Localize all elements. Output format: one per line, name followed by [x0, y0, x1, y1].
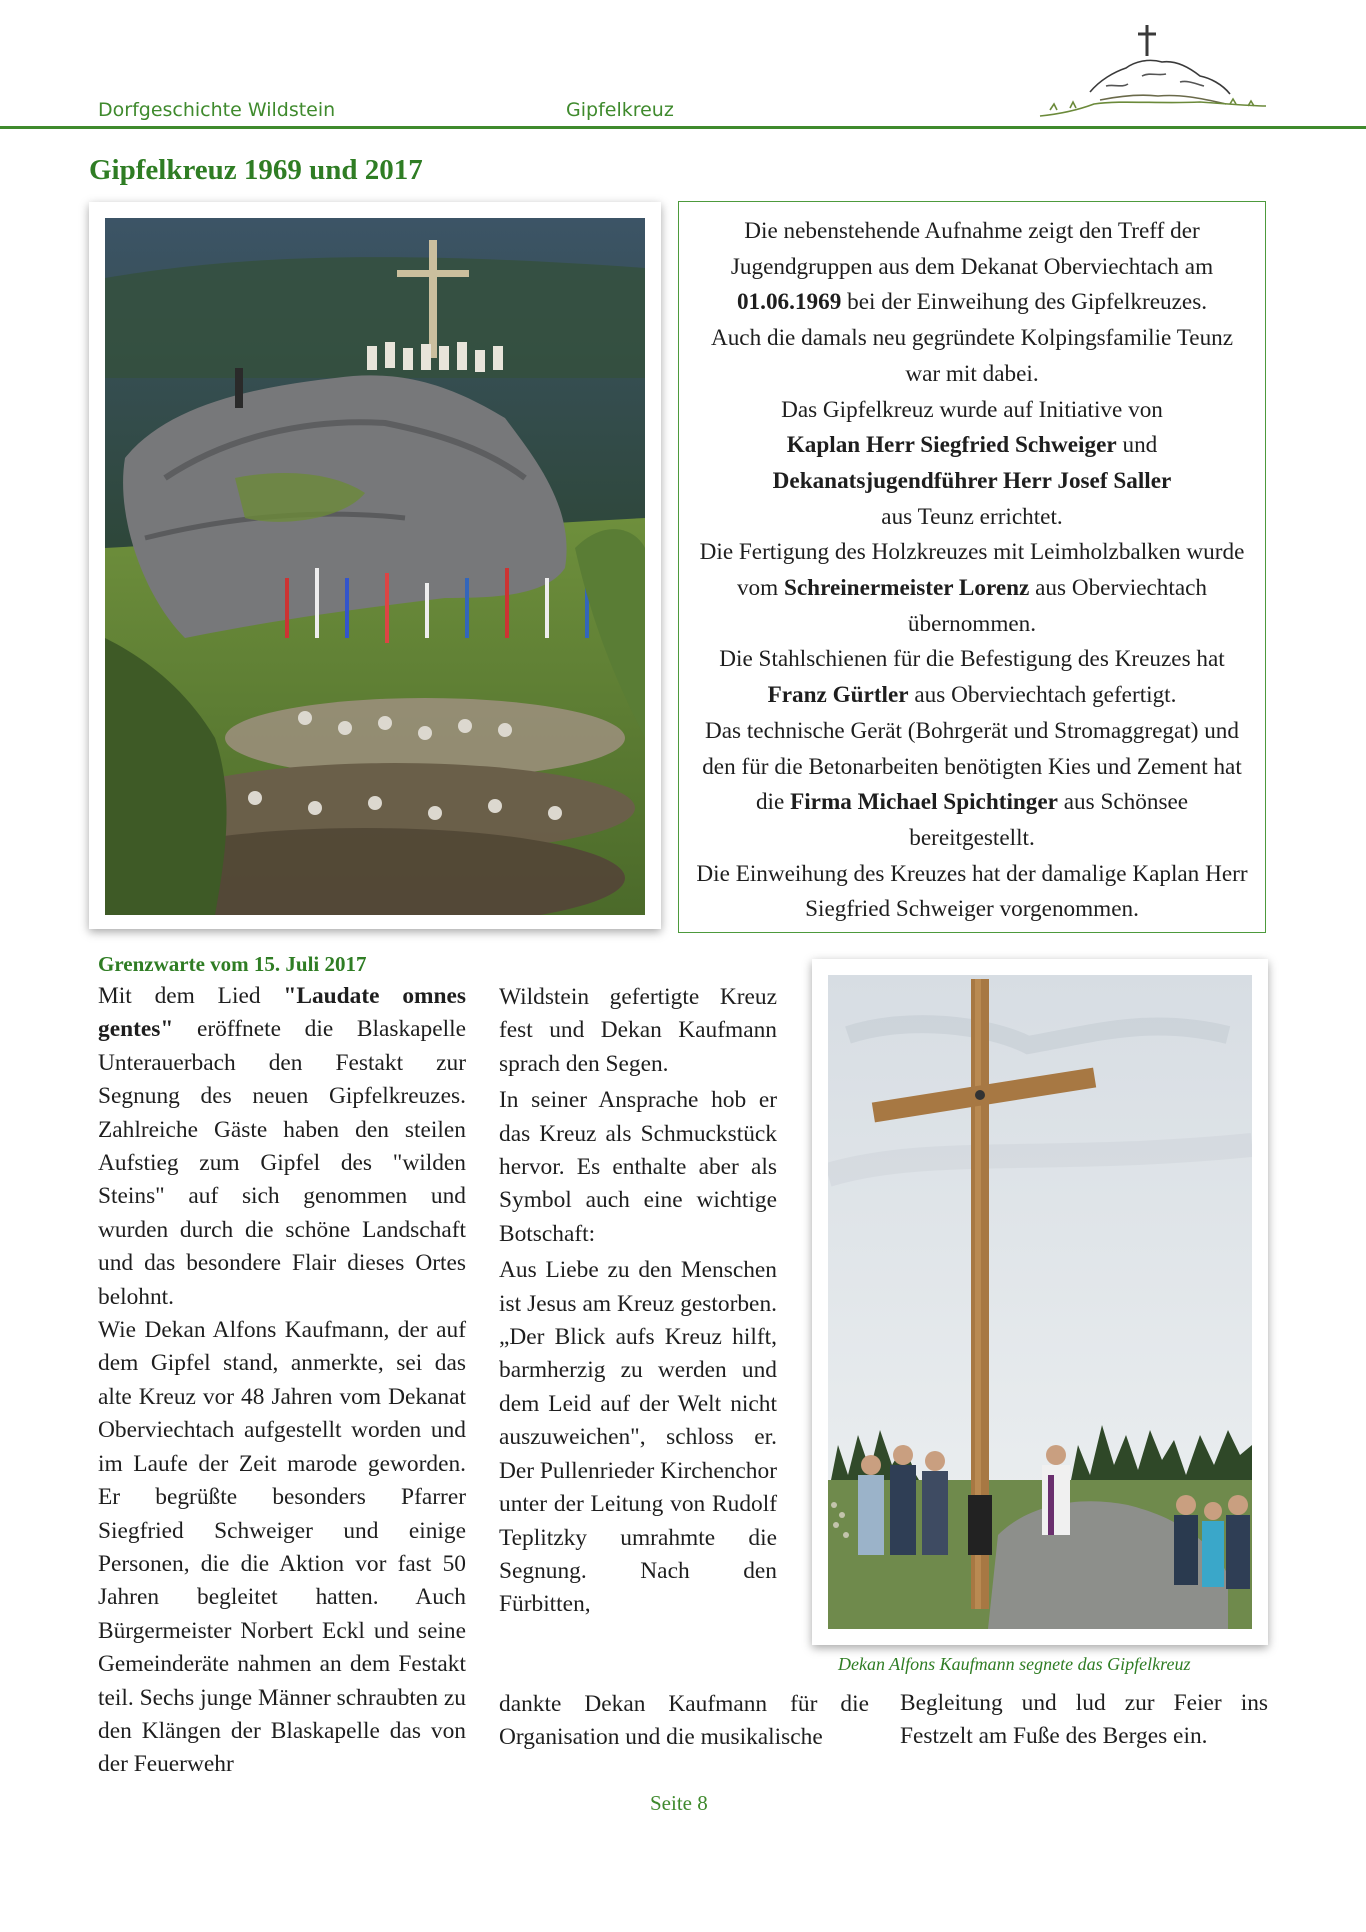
article-paragraph: Mit dem Lied "Laudate omnes gentes" eröffnete die Blaskapelle Unterauerbach den Festakt zur Segnung des neuen Gipfelkreuzes. Zahlreiche Gäste haben den steilen Aufstieg zum Gipfel des "wilden Steins" auf sich genommen und wurden durch die schöne Landschaft und das besondere Flair dieses Ortes belohnt.	[98, 983, 467, 1310]
article-column-2-continued: dankte Dekan Kaufmann für die Organisation und die musikalische	[499, 1691, 869, 1751]
info-paragraph: Die nebenstehende Aufnahme zeigt den Treff der Jugendgruppen aus dem Dekanat Oberviechtach am 01.06.1969 bei der Einweihung des Gipfelkreuzes.	[730, 218, 1214, 316]
article-paragraph: Aus Liebe zu den Menschen ist Jesus am Kreuz gestorben. „Der Blick aufs Kreuz hilft, barmherzig zu werden und dem Leid auf der Welt nicht auszuweichen", schloss er. Der Pullenrieder Kirchenchor unter der Leitung von Rudolf Teplitzky umrahmte die Segnung. Nach den Fürbitten,	[499, 1257, 777, 1618]
article-paragraph: In seiner Ansprache hob er das Kreuz als Schmuckstück hervor. Es enthalte aber als Symbol auch eine wichtige Botschaft:	[499, 1087, 777, 1247]
article-column-1	[98, 980, 466, 1782]
article-heading: Grenzwarte vom 15. Juli 2017	[98, 952, 367, 976]
article-column-3: Begleitung und lud zur Feier ins Festzelt am Fuße des Berges ein.	[900, 1690, 1268, 1750]
photo-1969-frame	[89, 202, 661, 929]
page-title: Gipfelkreuz 1969 und 2017	[89, 154, 423, 186]
historic-summit-photo	[105, 218, 645, 915]
info-paragraph: Auch die damals neu gegründete Kolpingsfamilie Teunz war mit dabei.	[710, 325, 1234, 387]
article-column-2	[499, 981, 777, 1622]
info-paragraph: Das Gipfelkreuz wurde auf Initiative von Kaplan Herr Siegfried Schweiger und Dekanatsjugendführer Herr Josef Saller aus Teunz errichtet.	[772, 396, 1172, 530]
header-left-title: Dorfgeschichte Wildstein	[98, 99, 336, 121]
header-section-title: Gipfelkreuz	[566, 99, 674, 121]
new-summit-cross-photo	[828, 975, 1252, 1629]
info-paragraph: Das technische Gerät (Bohrgerät und Stromaggregat) und den für die Betonarbeiten benötigten Kies und Zement hat die Firma Michael Spichtinger aus Schönsee bereitgestellt.	[702, 717, 1242, 851]
page-number: Seite 8	[650, 1791, 708, 1815]
info-paragraph: Die Einweihung des Kreuzes hat der damalige Kaplan Herr Siegfried Schweiger vorgenommen.	[696, 860, 1248, 923]
info-paragraph: Die Fertigung des Holzkreuzes mit Leimholzbalken wurde vom Schreinermeister Lorenz aus Oberviechtach übernommen.	[699, 539, 1245, 637]
summit-cross-icon	[1030, 20, 1270, 130]
info-paragraph: Die Stahlschienen für die Befestigung des Kreuzes hat Franz Gürtler aus Oberviechtach gefertigt.	[719, 646, 1225, 709]
article-paragraph: Wildstein gefertigte Kreuz fest und Dekan Kaufmann sprach den Segen.	[499, 984, 777, 1077]
article-paragraph: Wie Dekan Alfons Kaufmann, der auf dem Gipfel stand, anmerkte, sei das alte Kreuz vor 48 Jahren vom Dekanat Oberviechtach aufgestellt worden und im Laufe der Zeit marode geworden. Er begrüßte besonders Pfarrer Siegfried Schweiger und einige Personen, die die Aktion vor fast 50 Jahren begleitet hatten. Auch Bürgermeister Norbert Eckl und seine Gemeinderäte nahmen an dem Festakt teil. Sechs junge Männer schraubten zu den Klängen der Blaskapelle das von der Feuerwehr	[98, 1317, 466, 1778]
info-box-1969	[678, 201, 1266, 933]
photo-caption: Dekan Alfons Kaufmann segnete das Gipfelkreuz	[838, 1654, 1191, 1674]
photo-2017-frame	[812, 959, 1268, 1645]
